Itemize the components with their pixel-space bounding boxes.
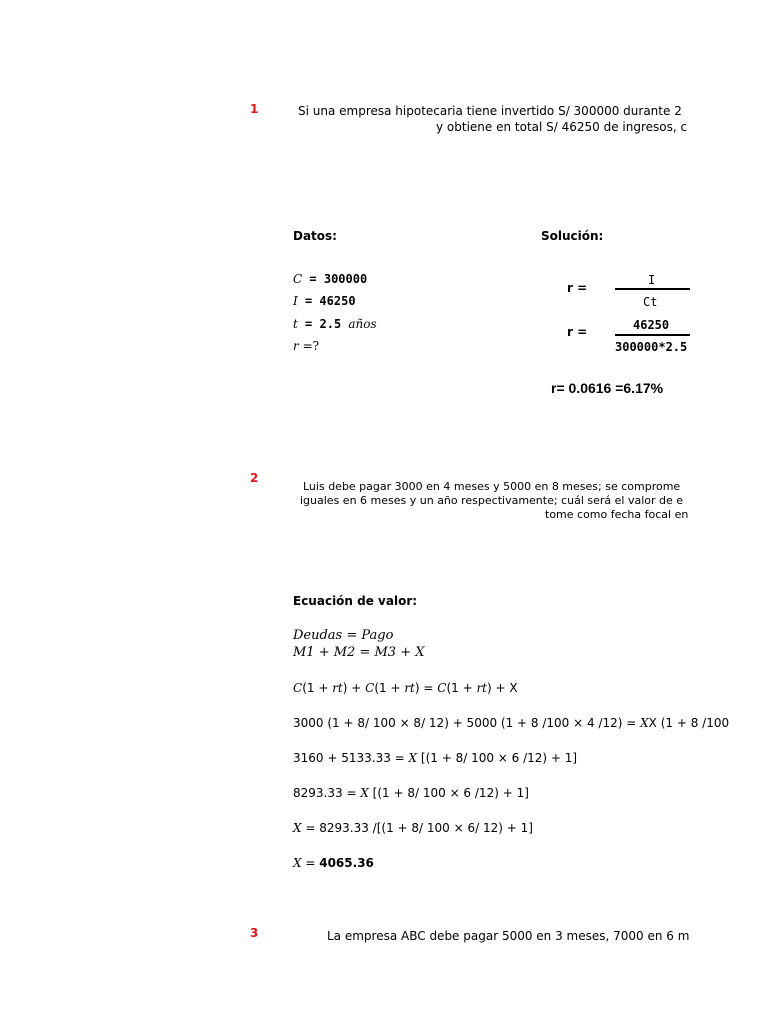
- formula-denominator: Ct: [643, 295, 658, 309]
- substitution-denominator: 300000*2.5: [615, 340, 688, 354]
- substitution-r-label: r =: [567, 325, 588, 339]
- problem-2-statement-line-2: iguales en 6 meses y un año respectivamente; cuál será el valor de e: [300, 494, 684, 507]
- eq-solve-x: X = 8293.33 /[(1 + 8/ 100 × 6/ 12) + 1]: [293, 821, 533, 835]
- eq-c-formula: C(1 + rt) + C(1 + rt) = C(1 + rt) + X: [293, 681, 518, 695]
- solucion-label: Solución:: [541, 229, 604, 243]
- data-r: r =?: [293, 339, 320, 353]
- problem-1-statement-line-1: Si una empresa hipotecaria tiene invertido S/ 300000 durante 2: [298, 104, 682, 118]
- problem-2-number: 2: [250, 471, 259, 485]
- eq-deudas-pago: Deudas = Pago: [293, 628, 394, 643]
- eq-x-result: X = 4065.36: [293, 856, 374, 870]
- substitution-numerator: 46250: [633, 318, 670, 332]
- ecuacion-label: Ecuación de valor:: [293, 594, 418, 608]
- formula-fraction-bar: [615, 288, 690, 290]
- eq-substitution: 3000 (1 + 8/ 100 × 8/ 12) + 5000 (1 + 8 /100 × 4 /12) = XX (1 + 8 /100: [293, 716, 730, 730]
- formula-numerator: I: [648, 273, 656, 287]
- problem-1-number: 1: [250, 102, 259, 116]
- problem-1-statement-line-2: y obtiene en total S/ 46250 de ingresos, c: [436, 120, 688, 134]
- data-c: C = 300000: [293, 272, 368, 286]
- datos-label: Datos:: [293, 229, 337, 243]
- problem-3-number: 3: [250, 926, 259, 940]
- eq-m-sum: M1 + M2 = M3 + X: [293, 645, 425, 660]
- eq-sum: 3160 + 5133.33 = X [(1 + 8/ 100 × 6 /12) + 1]: [293, 751, 578, 765]
- data-i: I = 46250: [293, 294, 356, 308]
- formula-r-label: r =: [567, 281, 588, 295]
- substitution-fraction-bar: [615, 334, 690, 336]
- problem-2-statement-line-1: Luis debe pagar 3000 en 4 meses y 5000 en 8 meses; se comprome: [303, 480, 681, 493]
- problem-1-result: r= 0.0616 =6.17%: [551, 380, 664, 396]
- problem-3-statement-line-1: La empresa ABC debe pagar 5000 en 3 meses, 7000 en 6 m: [327, 929, 690, 943]
- data-t: t = 2.5 años: [293, 317, 377, 331]
- eq-total: 8293.33 = X [(1 + 8/ 100 × 6 /12) + 1]: [293, 786, 529, 800]
- problem-2-statement-line-3: tome como fecha focal en: [545, 508, 689, 521]
